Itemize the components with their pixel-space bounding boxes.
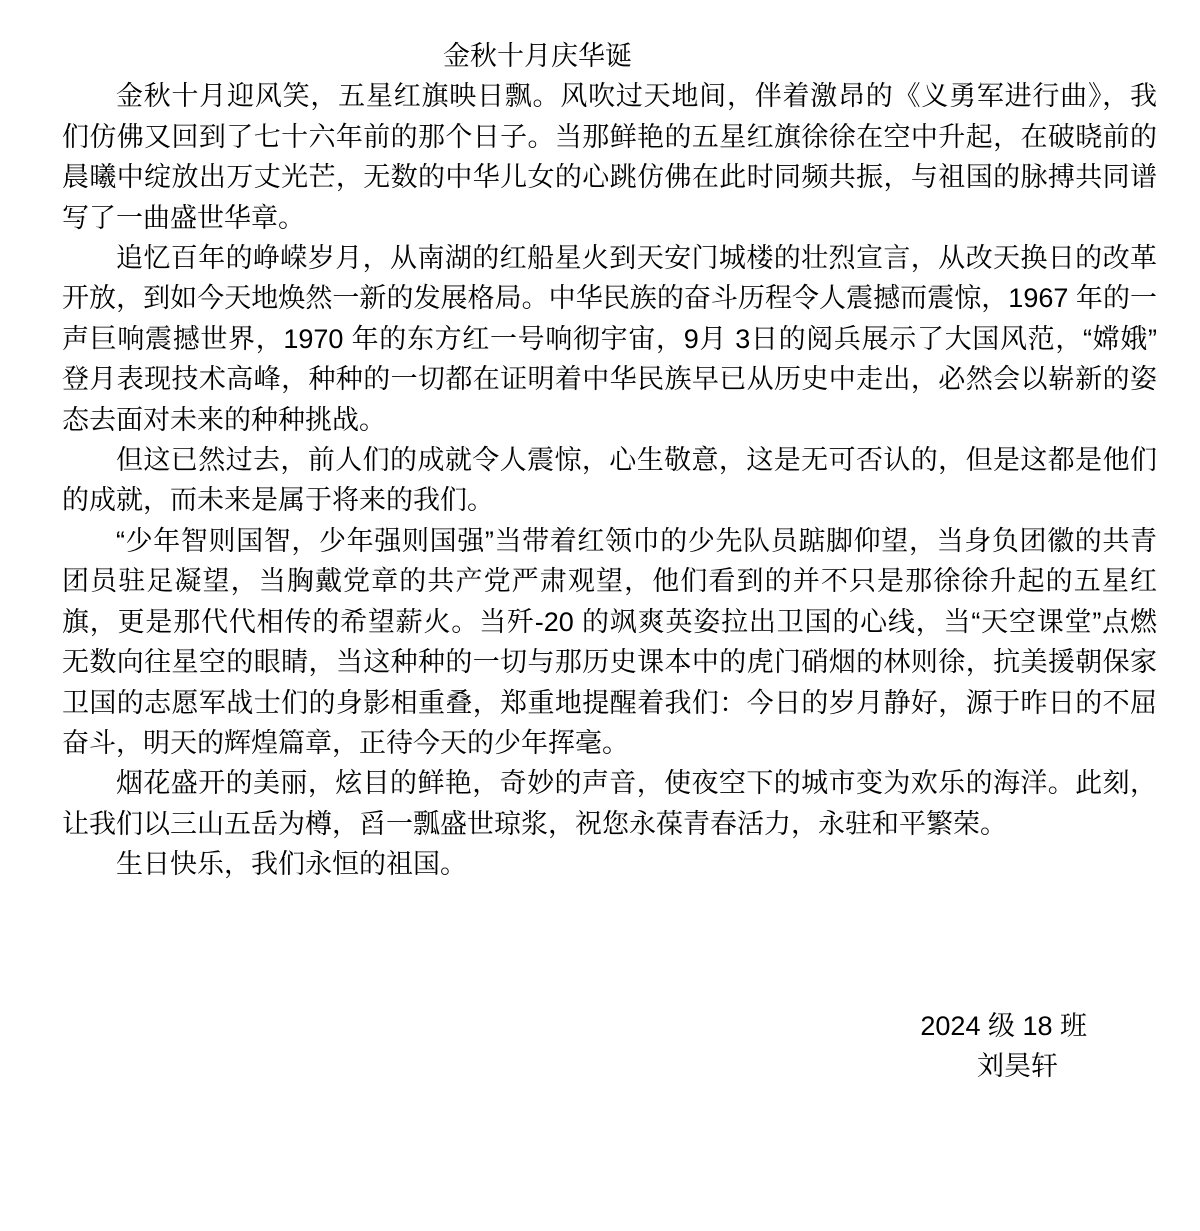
text-line: 的成就，而未来是属于将来的我们。 xyxy=(62,485,494,516)
text-line: 金秋十月迎风笑，五星红旗映日飘。风吹过天地间，伴着激昂的《义勇军进行曲》，我 xyxy=(116,81,1157,112)
text-line: 但这已然过去，前人们的成就令人震惊，心生敬意，这是无可否认的，但是这都是他们 xyxy=(116,445,1157,476)
text-line: 让我们以三山五岳为樽，舀一瓢盛世琼浆，祝您永葆青春活力，永驻和平繁荣。 xyxy=(62,808,1007,839)
paragraph-3 xyxy=(62,440,1157,521)
text-line: 登月表现技术高峰，种种的一切都在证明着中华民族早已从历史中走出，必然会以崭新的姿 xyxy=(62,364,1157,395)
text-line: 态去面对未来的种种挑战。 xyxy=(62,404,386,435)
paragraph-2 xyxy=(62,238,1157,440)
text-line: 生日快乐，我们永恒的祖国。 xyxy=(116,849,467,880)
text-line: 烟花盛开的美丽，炫目的鲜艳，奇妙的声音，使夜空下的城市变为欢乐的海洋。此刻， xyxy=(116,768,1157,799)
signature-class: 2024 级 18 班 xyxy=(920,1010,1087,1041)
text-line: 旗，更是那代代相传的希望薪火。当歼-20 的飒爽英姿拉出卫国的心线，当“天空课堂”点燃 xyxy=(62,606,1157,637)
text-line: 无数向往星空的眼睛，当这种种的一切与那历史课本中的虎门硝烟的林则徐，抗美援朝保家 xyxy=(62,647,1157,678)
text-line: 奋斗，明天的辉煌篇章，正待今天的少年挥毫。 xyxy=(62,727,629,758)
essay-title: 金秋十月庆华诞 xyxy=(443,41,632,71)
text-line: 开放，到如今天地焕然一新的发展格局。中华民族的奋斗历程令人震撼而震惊，1967 年的一 xyxy=(62,283,1157,314)
paragraph-4 xyxy=(62,521,1157,763)
signature-name: 刘昊轩 xyxy=(977,1050,1058,1081)
paragraph-6 xyxy=(62,844,1157,884)
text-line: 追忆百年的峥嵘岁月，从南湖的红船星火到天安门城楼的壮烈宣言，从改天换日的改革 xyxy=(116,243,1157,274)
text-line: 写了一曲盛世华章。 xyxy=(62,202,305,233)
blank-space xyxy=(62,885,1157,1006)
text-line: 们仿佛又回到了七十六年前的那个日子。当那鲜艳的五星红旗徐徐在空中升起，在破晓前的 xyxy=(62,121,1157,152)
text-line: 团员驻足凝望，当胸戴党章的共产党严肃观望，他们看到的并不只是那徐徐升起的五星红 xyxy=(62,566,1157,597)
text-line: 卫国的志愿军战士们的身影相重叠，郑重地提醒着我们：今日的岁月静好，源于昨日的不屈 xyxy=(62,687,1157,718)
essay-document xyxy=(62,36,1157,1086)
text-line: 晨曦中绽放出万丈光芒，无数的中华儿女的心跳仿佛在此时同频共振，与祖国的脉搏共同谱 xyxy=(62,162,1157,193)
text-line: 声巨响震撼世界，1970 年的东方红一号响彻宇宙，9月 3日的阅兵展示了大国风范，“嫦娥” xyxy=(62,323,1157,354)
paragraph-1 xyxy=(62,76,1157,238)
text-line: “少年智则国智，少年强则国强”当带着红领巾的少先队员踮脚仰望，当身负团徽的共青 xyxy=(116,525,1157,556)
paragraph-5 xyxy=(62,763,1157,844)
